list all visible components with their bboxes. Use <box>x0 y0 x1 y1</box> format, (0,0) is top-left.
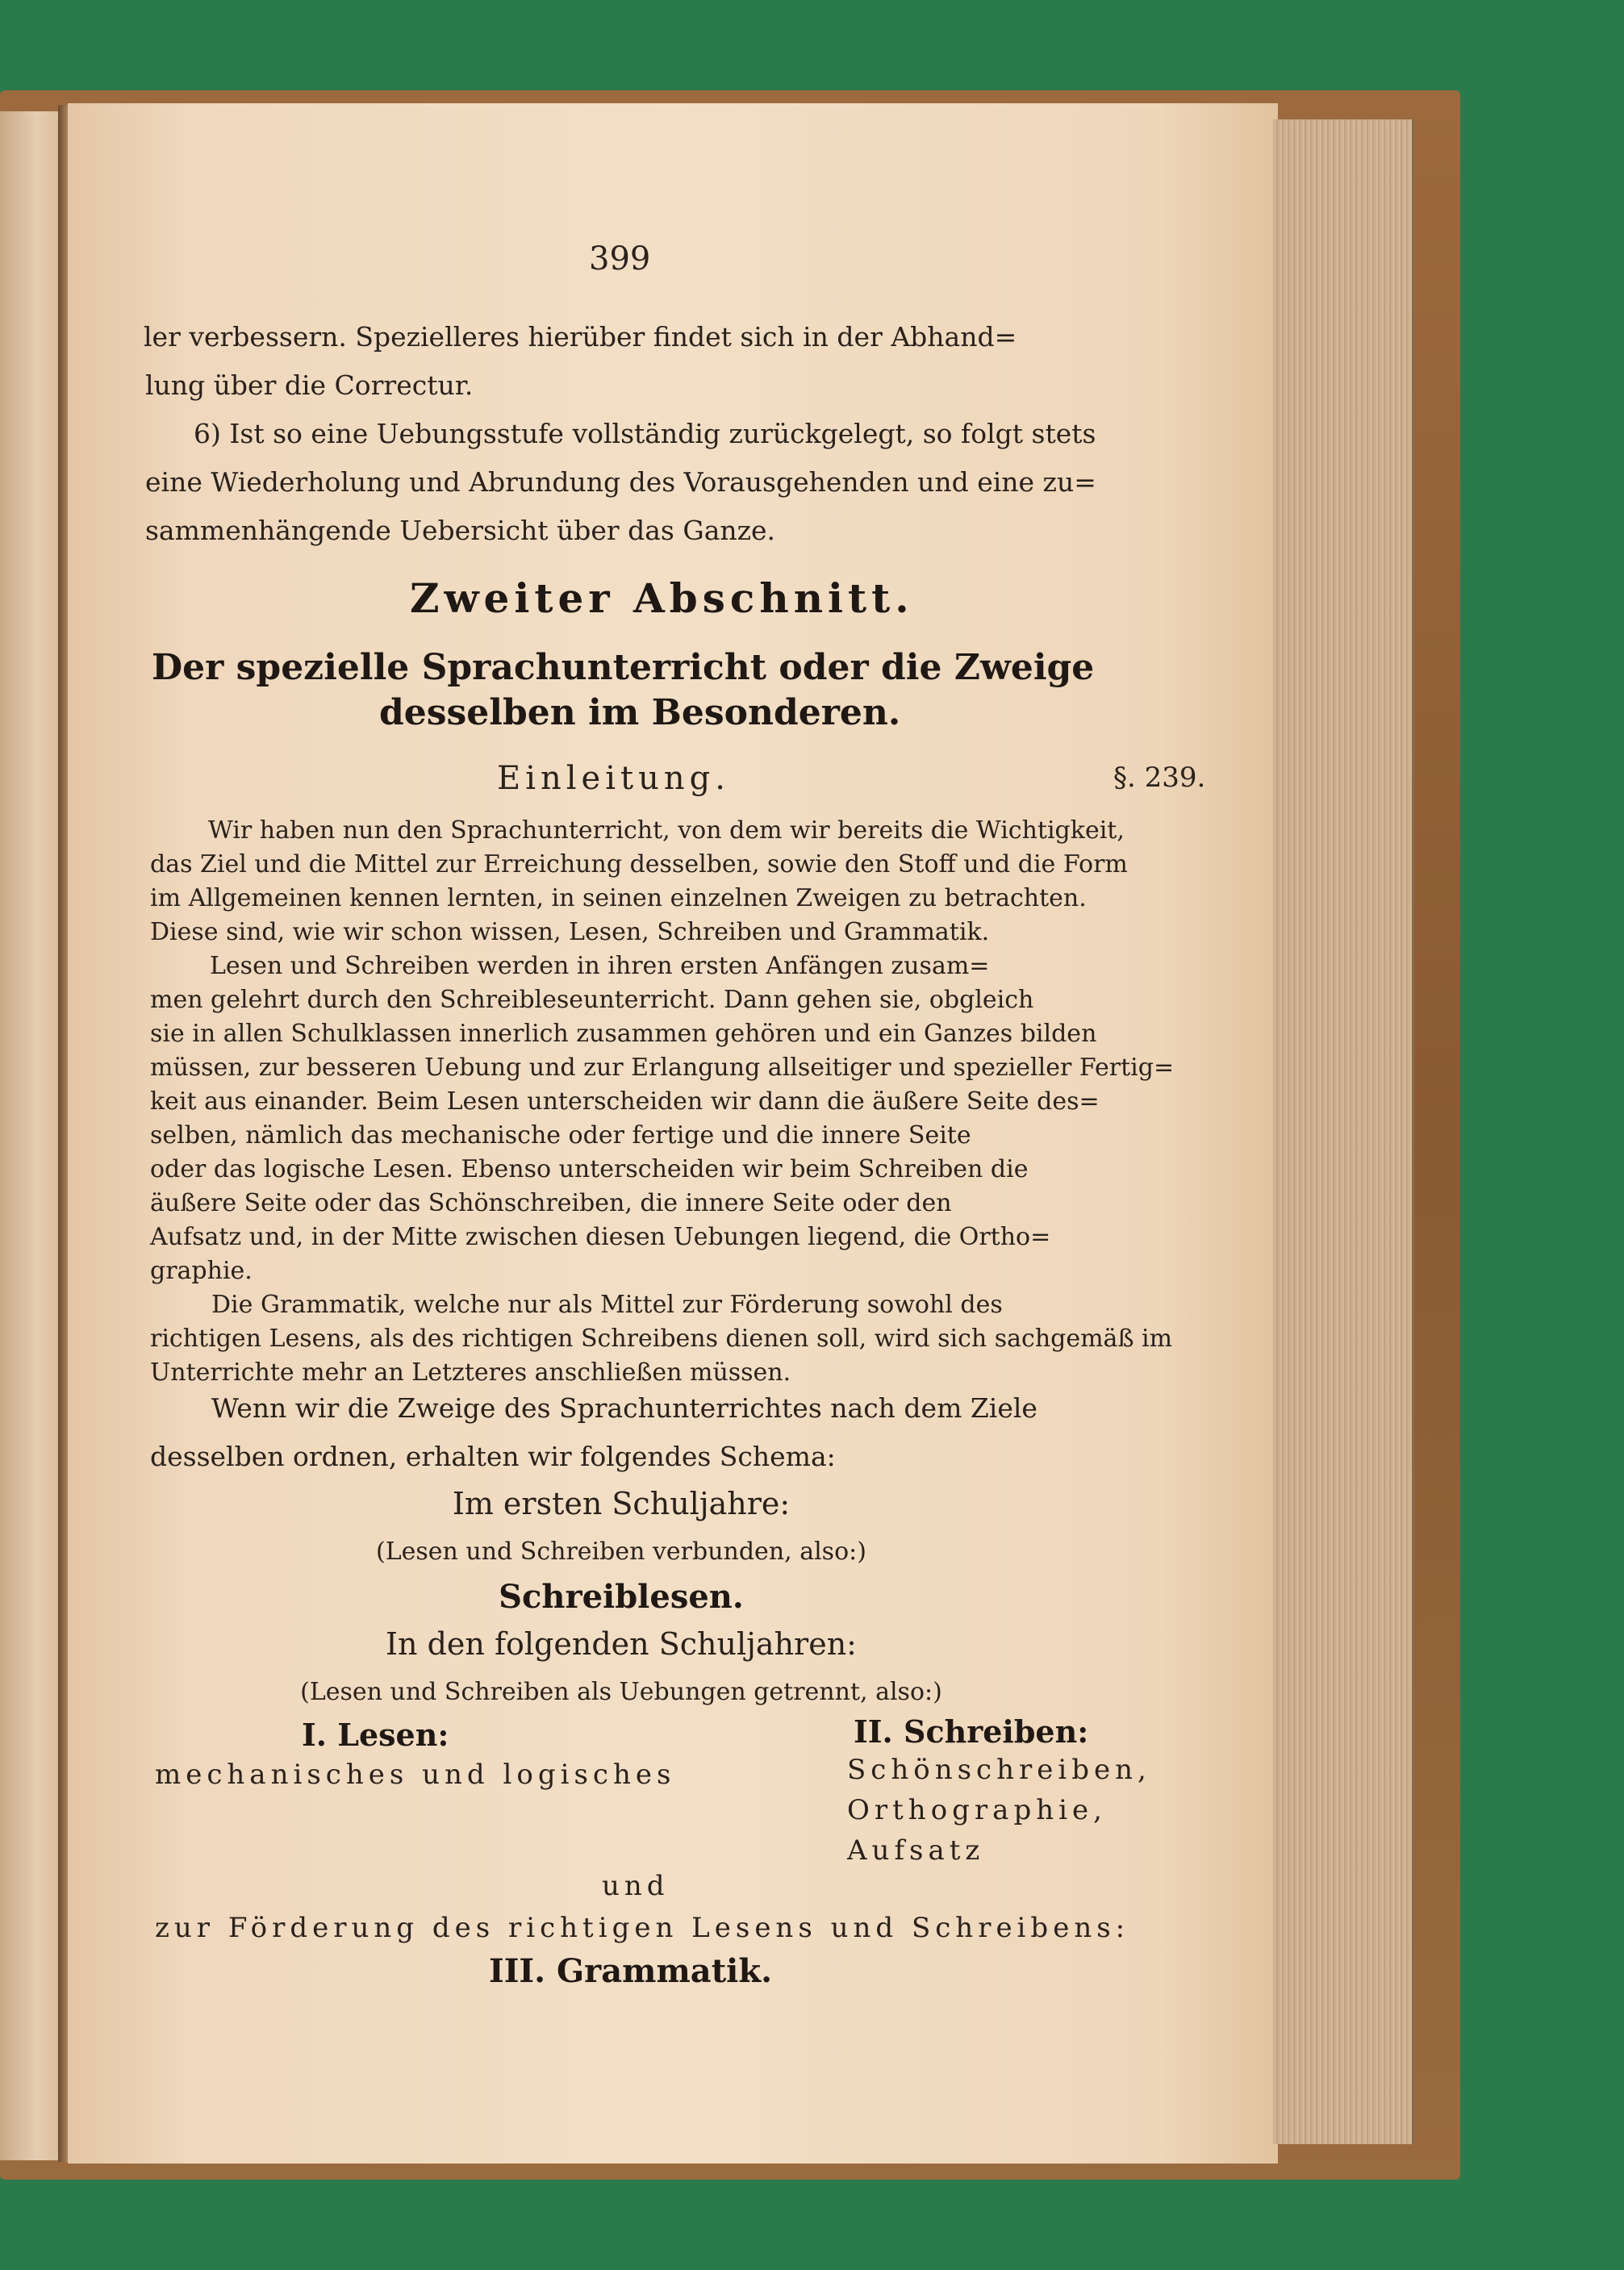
section-title: Zweiter Abschnitt. <box>410 574 914 622</box>
subtitle-line: desselben im Besonderen. <box>379 692 901 733</box>
paragraph3-line: im Allgemeinen kennen lernten, in seinen einzelnen Zweigen zu betrachten. <box>150 884 1087 912</box>
paragraph5-line: richtigen Lesens, als des richtigen Schreibens dienen soll, wird sich sachgemäß im <box>150 1325 1173 1353</box>
first-year-item: Schreiblesen. <box>499 1578 744 1616</box>
col2-item: Aufsatz <box>847 1834 985 1867</box>
paragraph4-line: Lesen und Schreiben werden in ihren ersten Anfängen zusam= <box>210 952 990 980</box>
paragraph1-line: ler verbessern. Spezielleres hierüber findet sich in der Abhand= <box>144 321 1017 353</box>
paragraph6-line: Wenn wir die Zweige des Sprachunterrichtes nach dem Ziele <box>211 1392 1037 1424</box>
paragraph6-line: desselben ordnen, erhalten wir folgendes Schema: <box>150 1441 836 1472</box>
paragraph4-line: men gelehrt durch den Schreibleseunterricht. Dann gehen sie, obgleich <box>150 986 1034 1014</box>
col2-item: Schönschreiben, <box>847 1754 1151 1786</box>
subtitle-line: Der spezielle Sprachunterricht oder die Zweige <box>152 647 1095 688</box>
paragraph4-line: oder das logische Lesen. Ebenso unterscheiden wir beim Schreiben die <box>150 1155 1029 1183</box>
col1-heading: I. Lesen: <box>302 1717 449 1753</box>
page-edges <box>1273 119 1414 2144</box>
paragraph5-line: Unterrichte mehr an Letzteres anschließen müssen. <box>150 1358 791 1387</box>
left-page-edge <box>0 111 63 2160</box>
paragraph3-line: Diese sind, wie wir schon wissen, Lesen, Schreiben und Grammatik. <box>150 918 990 946</box>
paragraph2-line: 6) Ist so eine Uebungsstufe vollständig zurückgelegt, so folgt stets <box>194 418 1096 449</box>
col2-heading: II. Schreiben: <box>854 1713 1089 1750</box>
paragraph4-line: äußere Seite oder das Schönschreiben, die innere Seite oder den <box>150 1189 952 1217</box>
first-year-note: (Lesen und Schreiben verbunden, also:) <box>376 1538 866 1566</box>
paragraph4-line: Aufsatz und, in der Mitte zwischen diesen Uebungen liegend, die Ortho= <box>150 1223 1051 1251</box>
introduction-title: Einleitung. <box>497 760 730 797</box>
paragraph1-line: lung über die Correctur. <box>145 369 474 401</box>
following-years-heading: In den folgenden Schuljahren: <box>386 1626 857 1662</box>
paragraph3-line: das Ziel und die Mittel zur Erreichung desselben, sowie den Stoff und die Form <box>150 850 1128 878</box>
paragraph4-line: selben, nämlich das mechanische oder fertige und die innere Seite <box>150 1121 971 1150</box>
paragraph5-line: Die Grammatik, welche nur als Mittel zur Förderung sowohl des <box>211 1291 1003 1319</box>
final-heading: III. Grammatik. <box>489 1952 773 1990</box>
col1-item: mechanisches und logisches <box>155 1759 676 1791</box>
paragraph4-line: sie in allen Schulklassen innerlich zusammen gehören und ein Ganzes bilden <box>150 1020 1097 1048</box>
col2-item: Orthographie, <box>847 1794 1107 1826</box>
paragraph4-line: müssen, zur besseren Uebung und zur Erlangung allseitiger und spezieller Fertig= <box>150 1054 1175 1082</box>
paragraph4-line: keit aus einander. Beim Lesen unterscheiden wir dann die äußere Seite des= <box>150 1087 1100 1116</box>
first-year-heading: Im ersten Schuljahre: <box>452 1486 791 1521</box>
final-line: zur Förderung des richtigen Lesens und Schreibens: <box>155 1912 1130 1944</box>
paragraph2-line: eine Wiederholung und Abrundung des Vorausgehenden und eine zu= <box>145 466 1096 498</box>
section-marker: §. 239. <box>1113 762 1206 794</box>
connector: und <box>602 1870 670 1902</box>
paragraph4-line: graphie. <box>150 1257 253 1285</box>
page-number: 399 <box>589 240 651 277</box>
paragraph2-line: sammenhängende Uebersicht über das Ganze. <box>145 515 776 546</box>
following-years-note: (Lesen und Schreiben als Uebungen getrennt, also:) <box>300 1678 942 1706</box>
paragraph3-line: Wir haben nun den Sprachunterricht, von dem wir bereits die Wichtigkeit, <box>208 816 1125 845</box>
